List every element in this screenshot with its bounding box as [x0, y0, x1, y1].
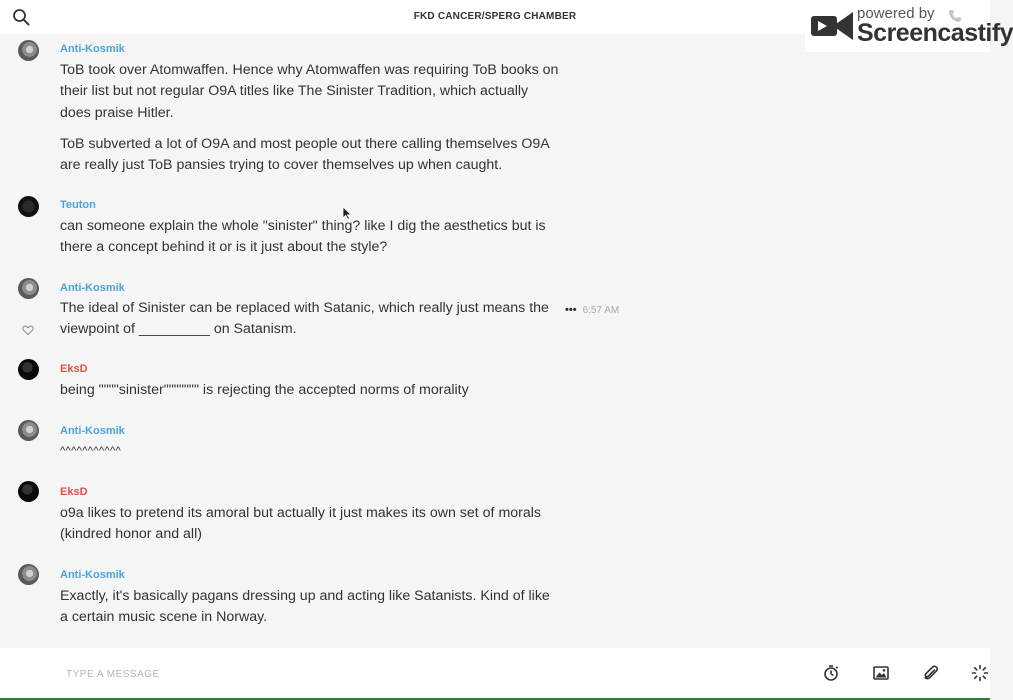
message-author[interactable]: Anti-Kosmik — [60, 43, 125, 55]
image-icon[interactable] — [872, 664, 890, 682]
loading-icon[interactable] — [971, 664, 989, 682]
message-author[interactable]: Anti-Kosmik — [60, 282, 125, 294]
message-text: o9a likes to pretend its amoral but actually it just makes its own set of morals (kindred honor and all) — [60, 505, 542, 543]
mouse-cursor-icon — [342, 206, 352, 220]
message-text: ToB subverted a lot of O9A and most people out there calling themselves O9A are really just ToB pansies trying to cover themselves up when caught. — [60, 136, 549, 174]
avatar[interactable] — [18, 564, 39, 585]
watermark-brand: Screencastify — [857, 19, 1013, 47]
timer-icon[interactable] — [822, 664, 840, 682]
heart-icon[interactable] — [22, 324, 34, 336]
avatar[interactable] — [18, 40, 39, 61]
chat-title: FKD CANCER/SPERG CHAMBER — [413, 11, 577, 22]
message-author[interactable]: EksD — [60, 486, 88, 498]
message-list — [0, 34, 990, 648]
message-text: being """"sinister""""""" is rejecting the accepted norms of morality — [60, 382, 469, 398]
watermark-powered-by: powered by — [857, 5, 935, 22]
message-input[interactable] — [66, 666, 666, 682]
message-author[interactable]: Teuton — [60, 199, 96, 211]
avatar[interactable] — [18, 420, 39, 441]
avatar[interactable] — [18, 278, 39, 299]
avatar[interactable] — [18, 481, 39, 502]
phone-icon[interactable] — [948, 9, 962, 23]
message-text: can someone explain the whole "sinister" thing? like I dig the aesthetics but is there a concept behind it or is it just about the style? — [60, 218, 546, 256]
message-text: ToB took over Atomwaffen. Hence why Atomwaffen was requiring ToB books on their list but not regular O9A titles like The Sinister Tradition, which actually does praise Hitler. — [60, 62, 559, 121]
more-options-button[interactable]: ••• — [565, 304, 577, 316]
avatar[interactable] — [18, 359, 39, 380]
message-timestamp: 6:57 AM — [582, 305, 620, 316]
message-author[interactable]: Anti-Kosmik — [60, 425, 125, 437]
message-author[interactable]: Anti-Kosmik — [60, 569, 125, 581]
avatar[interactable] — [18, 196, 39, 217]
message-text: Exactly, it's basically pagans dressing up and acting like Satanists. Kind of like a certain music scene in Norway. — [60, 588, 550, 626]
attachment-icon[interactable] — [922, 664, 940, 682]
message-composer — [0, 648, 990, 698]
message-text: The ideal of Sinister can be replaced with Satanic, which really just means the viewpoint of _________ on Satanism. — [60, 300, 549, 338]
message-author[interactable]: EksD — [60, 363, 88, 375]
message-text: ^^^^^^^^^^^ — [60, 445, 122, 457]
message-hover-tools — [565, 304, 619, 316]
